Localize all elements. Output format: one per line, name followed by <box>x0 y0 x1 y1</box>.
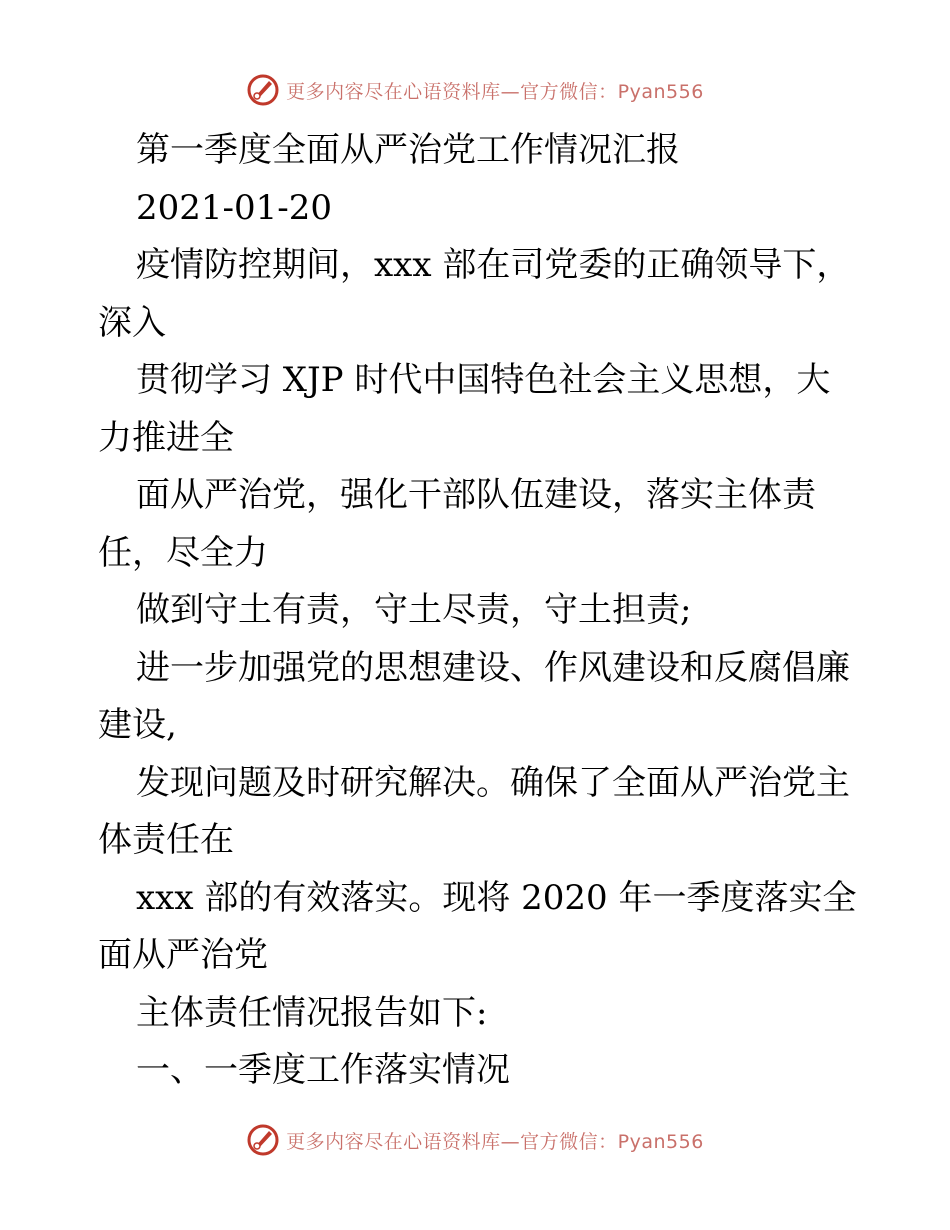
paragraph-line: 发现问题及时研究解决。确保了全面从严治党主 <box>136 762 850 803</box>
paragraph-line: 面从严治党 <box>98 935 268 975</box>
paragraph-line: 体责任在 <box>98 820 234 860</box>
paragraph-line: 力推进全 <box>98 417 234 458</box>
paragraph-line: xxx 部的有效落实。现将 2020 年一季度落实全 <box>136 877 857 918</box>
header-banner-text: 更多内容尽在心语资料库—官方微信：Pyan556 <box>286 80 704 103</box>
paragraph-line: 面从严治党，强化干部队伍建设，落实主体责 <box>136 475 816 515</box>
document-date: 2021-01-20 <box>136 187 333 228</box>
footer-banner-text: 更多内容尽在心语资料库—官方微信：Pyan556 <box>286 1130 704 1153</box>
footer-banner <box>0 1120 950 1160</box>
paragraph-line: 主体责任情况报告如下: <box>136 992 488 1033</box>
section-heading: 一、一季度工作落实情况 <box>136 1050 510 1090</box>
paragraph-line: 疫情防控期间，xxx 部在司党委的正确领导下， <box>136 245 851 285</box>
paragraph-line: 建设, <box>98 705 177 745</box>
header-banner <box>0 70 950 110</box>
paragraph-line: 任，尽全力 <box>98 532 268 573</box>
red-circle-brush-logo-icon <box>246 1123 280 1157</box>
paragraph-line: 做到守土有责，守土尽责，守土担责; <box>136 590 692 630</box>
paragraph-line: 深入 <box>98 302 166 343</box>
document-title: 第一季度全面从严治党工作情况汇报 <box>136 130 680 170</box>
paragraph-line: 进一步加强党的思想建设、作风建设和反腐倡廉 <box>136 647 850 688</box>
red-circle-brush-logo-icon <box>246 73 280 107</box>
paragraph-line: 贯彻学习 XJP 时代中国特色社会主义思想，大 <box>136 360 831 400</box>
document-body <box>98 122 858 1100</box>
